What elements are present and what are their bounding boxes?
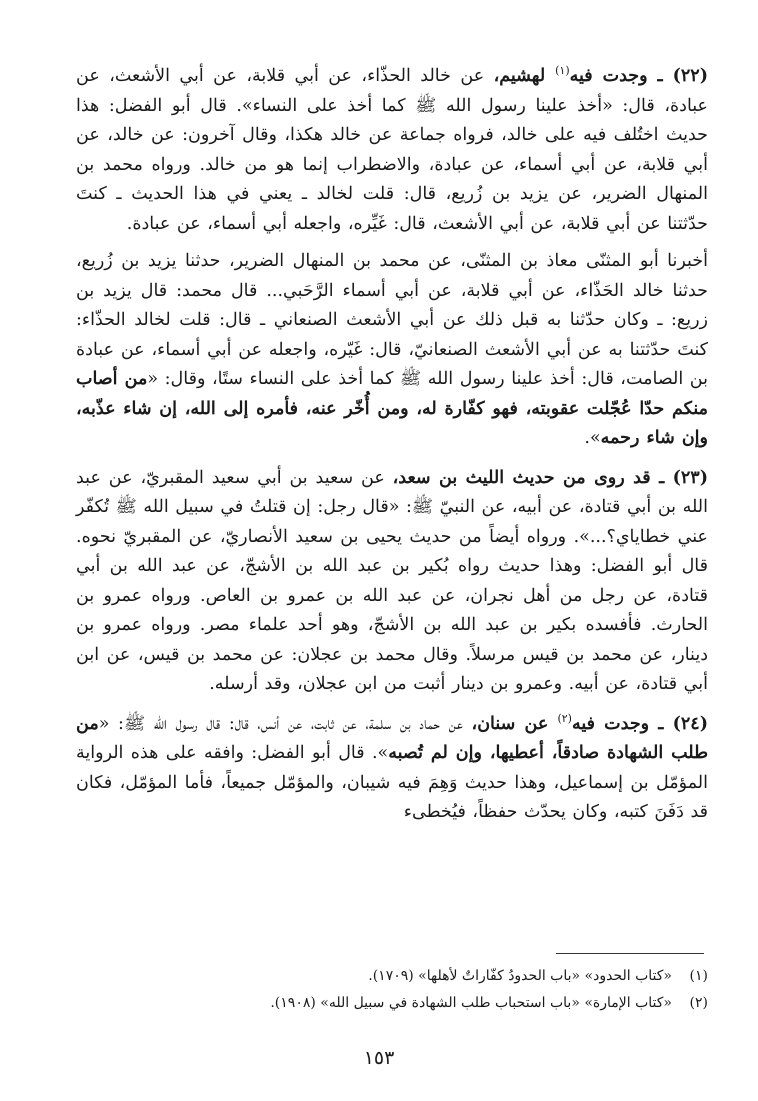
hadith-23-heading: (٢٣) ـ قد روى من حديث الليث بن سعد،: [392, 467, 708, 488]
footnote-2-text: «كتاب الإمارة» «باب استحباب طلب الشهادة في سبيل الله» (١٩٠٨).: [270, 995, 672, 1011]
hadith-24-heading-name: عن سنان،: [471, 713, 558, 734]
footnote-2: [76, 990, 708, 1017]
footnote-divider: [556, 953, 704, 954]
footnote-ref-2[interactable]: (٢): [557, 711, 572, 725]
hadith-24: [76, 710, 708, 828]
hadith-22-chain: [76, 247, 708, 454]
hadith-22-chain-text: أخبرنا أبو المثنّى معاذ بن المثنّى، عن محمد بن المنهال الضرير، حدثنا يزيد بن زُريع، حدثنا خالد الحَذّاء، عن أبي قلابة، عن أبي أسماء الرَّحَبي... قال محمد: قال يزيد بن زريع: ـ وكان حدّثنا به قبل ذلك عن أبي الأشعث الصنعاني ـ قال: قلت لخالد الحذّاء: كنتَ حدّثتنا به عن أبي الأشعث الصنعانيّ، قال: غَيّره، واجعله عن أبي أسماء، عن عبادة بن الصامت، قال: أخذ علينا رسول الله ﷺ كما أخذ على النساء ستًا، وقال: «: [76, 251, 708, 389]
hadith-24-text: عن حماد بن سلمة، عن ثابت، عن أنس، قال: قال رسول الله ﷺ: «: [98, 713, 472, 734]
page-number: ١٥٣: [363, 1047, 395, 1069]
hadith-24-quote-bold: من طلب الشهادة صادقاً، أعطيها، وإن لم تُصبه: [76, 713, 709, 763]
hadith-22-chain-end: ».: [584, 428, 601, 448]
page-body: [76, 62, 708, 838]
footnote-2-number: (٢): [689, 995, 708, 1011]
hadith-22-heading: (٢٢) ـ وجدت فيه: [569, 66, 708, 86]
hadith-24-text-end: ». قال أبو الفضل: وافقه على هذه الرواية المؤمّل بن إسماعيل، وهذا حديث وَهِمَ فيه شيبان، والمؤمّل جميعاً، فأما المؤمّل، فكان قد دَفَنَ كتبه، وكان يحدّث حفظاً، فيُخطىء: [76, 743, 708, 822]
hadith-23: [76, 464, 708, 700]
hadith-23-text: عن سعيد بن أبي سعيد المقبريّ، عن عبد الله بن أبي قتادة، عن أبيه، عن النبيّ ﷺ: «قال رجل: إن قتلتُ في سبيل الله ﷺ تُكفّر عني خطاياي؟...». ورواه أيضاً من حديث يحيى بن سعيد الأنصاريّ، عن المقبريّ نحوه. قال أبو الفضل: وهذا حديث رواه بُكير بن عبد الله بن الأشجّ، عن عبد الله بن أبي قتادة، عن رجل من أهل نجران، عن عبد الله بن عمرو بن العاص. ورواه عمرو بن الحارث. فأفسده بكير بن عبد الله بن الأشجّ، وهو أحد علماء مصر. ورواه عمرو بن دينار، عن محمد بن قيس مرسلاً. وقال محمد بن عجلان: عن محمد بن قيس، عن ابن أبي قتادة، عن أبيه. وعمرو بن دينار أثبت من ابن عجلان، وقد أرسله.: [76, 467, 708, 694]
footnote-ref-1[interactable]: (١): [555, 64, 570, 78]
hadith-22-text: عن خالد الحذّاء، عن أبي قلابة، عن أبي الأشعث، عن عبادة، قال: «أخذ علينا رسول الله ﷺ كما أخذ على النساء». قال أبو الفضل: هذا حديث اختُلف فيه على خالد، فرواه جماعة عن خالد هكذا، وقال آخرون: عن خالد، عن أبي قلابة، عن أبي أسماء، عن عبادة، والاضطراب إنما هو من خالد. ورواه محمد بن المنهال الضرير، عن يزيد بن زُريع، قال: قلت لخالد ـ يعني في هذا الحديث ـ كنتَ حدّثتنا عن أبي قلابة، عن أبي الأشعث، قال: غَيِّره، واجعله أبي أسماء، عن عبادة.: [76, 66, 708, 234]
footnote-1-number: (١): [689, 968, 708, 984]
hadith-22-heading-name: لهشيم،: [493, 66, 556, 86]
footnotes: [76, 963, 708, 1017]
hadith-22: [76, 62, 708, 239]
hadith-24-heading: (٢٤) ـ وجدت فيه: [571, 713, 708, 734]
footnote-1-text: «كتاب الحدود» «باب الحدودُ كفّاراتٌ لأهلها» (١٧٠٩).: [368, 968, 672, 984]
footnote-1: [76, 963, 708, 990]
hadith-22-quote-bold: من أصاب منكم حدّا عُجّلت عقوبته، فهو كفّارة له، ومن أُخّر عنه، فأمره إلى الله، إن شاء عذّبه، وإن شاء رحمه: [76, 369, 708, 448]
